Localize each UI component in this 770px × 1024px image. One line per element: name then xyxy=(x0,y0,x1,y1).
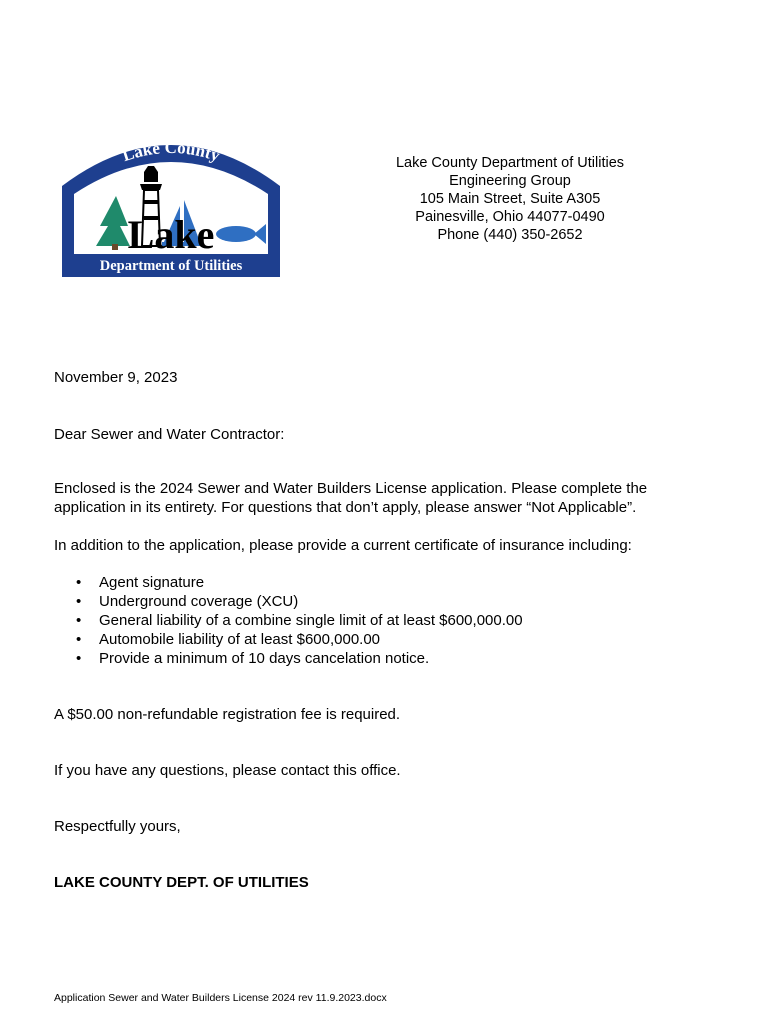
list-item: • Automobile liability of at least $600,000.00 xyxy=(76,631,381,648)
address-line-city: Painesville, Ohio 44077-0490 xyxy=(415,209,605,225)
letter-fee-notice: A $50.00 non-refundable registration fee is required. xyxy=(54,706,401,723)
lake-county-logo xyxy=(60,134,282,277)
address-line-department: Lake County Department of Utilities xyxy=(395,155,625,171)
letter-date: November 9, 2023 xyxy=(54,369,178,386)
letter-paragraph-insurance: In addition to the application, please provide a current certificate of insurance including: xyxy=(54,537,632,554)
address-block xyxy=(360,154,660,244)
bullet-icon: • xyxy=(76,593,82,610)
insurance-requirements-list xyxy=(54,573,694,668)
logo-bottom-text: Department of Utilities xyxy=(99,258,243,274)
list-item: • Provide a minimum of 10 days cancelation notice. xyxy=(76,650,430,667)
letter-paragraph-enclosed: Enclosed is the 2024 Sewer and Water Builders License application. Please complete the application in its entirety. For questions that don’t apply, please answer “Not Applicable”. xyxy=(54,480,648,516)
logo-top-text: Lake County xyxy=(119,137,223,166)
list-item: • Underground coverage (XCU) xyxy=(76,593,299,610)
bullet-icon: • xyxy=(76,631,82,648)
bullet-icon: • xyxy=(76,612,82,629)
bullet-icon: • xyxy=(76,650,82,667)
letter-closing: Respectfully yours, xyxy=(54,818,181,835)
letter-salutation: Dear Sewer and Water Contractor: xyxy=(54,426,285,443)
address-line-street: 105 Main Street, Suite A305 xyxy=(419,191,601,207)
address-line-phone: Phone (440) 350-2652 xyxy=(437,227,583,243)
list-item: • Agent signature xyxy=(76,574,205,591)
address-line-group: Engineering Group xyxy=(449,173,571,189)
bullet-icon: • xyxy=(76,574,82,591)
letter-signature: LAKE COUNTY DEPT. OF UTILITIES xyxy=(54,874,309,891)
logo-mark-text: Lake xyxy=(127,212,215,257)
letter-contact-notice: If you have any questions, please contact this office. xyxy=(54,762,401,779)
footer-filename: Application Sewer and Water Builders License 2024 rev 11.9.2023.docx xyxy=(54,992,387,1004)
list-item: • General liability of a combine single limit of at least $600,000.00 xyxy=(76,612,523,629)
